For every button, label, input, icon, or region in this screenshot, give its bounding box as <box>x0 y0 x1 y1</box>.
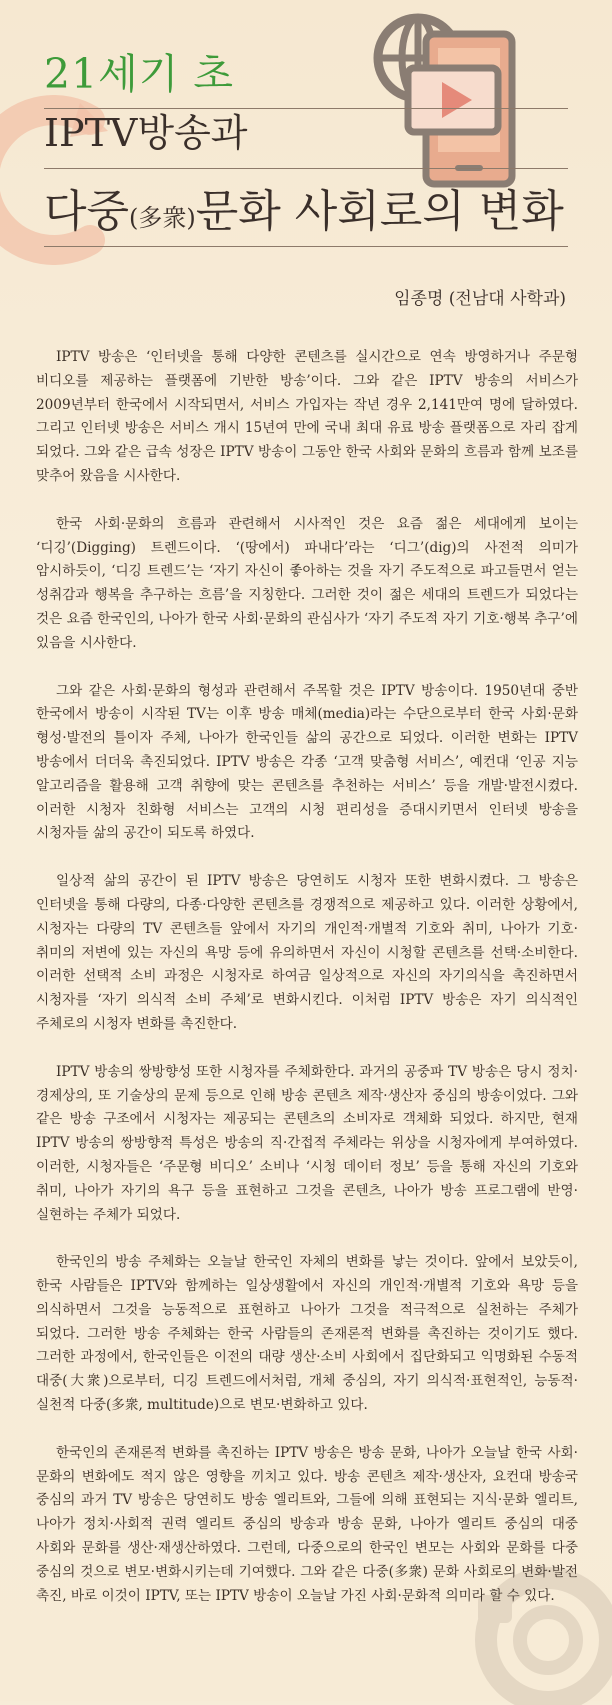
paragraph: 한국 사회·문화의 흐름과 관련해서 시사적인 것은 요즘 젊은 세대에게 보이는 ‘디깅’(Digging) 트렌드이다. ‘(땅에서) 파내다’라는 ‘디그’(dig)의 사전적 의미가 암시하듯이, ‘디깅 트렌드’는 ‘자기 자신이 좋아하는 것을 자기 주도적으로 파고들면서 얻는 성취감과 행복을 추구하는 흐름’을 지칭한다. 그러한 것이 젊은 세대의 트렌드가 되었다는 것은 요즘 한국인의, 나아가 한국 사회·문화의 관심사가 ‘자기 주도적 자기 기호·행복 추구’에 있음을 시사한다. <box>36 515 578 651</box>
paragraph: IPTV 방송은 ‘인터넷을 통해 다양한 콘텐츠를 실시간으로 연속 방영하거나 주문형 비디오를 제공하는 플랫폼에 기반한 방송’이다. 그와 같은 IPTV 방송의 서비스가 2009년부터 한국에서 시작되면서, 서비스 가입자는 작년 경우 2,141만여 명에 달하였다. 그리고 인터넷 방송은 서비스 개시 15년여 만에 국내 최대 유료 방송 플랫폼으로 자리 잡게 되었다. 그와 같은 급속 성장은 IPTV 방송이 그동안 한국 사회와 문화의 흐름과 함께 보조를 맞추어 왔음을 시사한다. <box>36 349 578 484</box>
paragraph: IPTV 방송의 쌍방향성 또한 시청자를 주체화한다. 과거의 공중파 TV 방송은 당시 정치·경제상의, 또 기술상의 문제 등으로 인해 방송 콘텐츠 제작·생산자 중심의 방송이었다. 그와 같은 방송 구조에서 시청자는 제공되는 콘텐츠의 소비자로 객체화 되었다. 하지만, 현재 IPTV 방송의 쌍방향적 특성은 방송의 직·간접적 주체라는 위상을 시청자에게 부여하였다. 이러한, 시청자들은 ‘주문형 비디오’ 소비나 ‘시청 데이터 정보’ 등을 통해 자신의 기호와 취미, 나아가 자기의 욕구 등을 표현하고 그것을 콘텐츠, 나아가 방송 프로그램에 반영·실현하는 주체가 되었다. <box>36 1063 578 1223</box>
title-divider <box>44 246 568 247</box>
page-title-line2: IPTV방송과 <box>44 111 248 155</box>
title-divider <box>44 168 568 169</box>
title-line3-part1: 다중 <box>44 186 130 237</box>
title-line3-hanja: (多衆) <box>129 204 196 232</box>
paragraph: 그와 같은 사회·문화의 형성과 관련해서 주목할 것은 IPTV 방송이다. 1950년대 중반 한국에서 방송이 시작된 TV는 이후 방송 매체(media)라는 수단으로부터 한국 사회·문화 형성·발전의 틀이자 주체, 나아가 한국인들 삶의 공간으로 되었다. 이러한 변화는 IPTV 방송에서 더더욱 촉진되었다. IPTV 방송은 각종 ‘고객 맞춤형 서비스’, 예컨대 ‘인공 지능 알고리즘을 활용해 고객 취향에 맞는 콘텐츠를 추천하는 서비스’ 등을 개발·발전시켰다. 이러한 시청자 친화형 서비스는 고객의 시청 편리성을 증대시키면서 인터넷 방송을 시청자들 삶의 공간이 되도록 하였다. <box>36 682 578 842</box>
article-body <box>36 346 578 1632</box>
title-line3-part2: 문화 사회로의 변화 <box>195 186 564 237</box>
author-byline: 임종명 (전남대 사학과) <box>394 289 566 309</box>
paragraph: 한국인의 존재론적 변화를 촉진하는 IPTV 방송은 방송 문화, 나아가 오늘날 한국 사회·문화의 변화에도 적지 않은 영향을 끼치고 있다. 방송 콘텐츠 제작·생산자, 요컨대 방송국 중심의 과거 TV 방송은 당연히도 방송 엘리트와, 그들에 의해 표현되는 지식·문화 엘리트, 나아가 정치·사회적 권력 엘리트 중심의 방송과 방송 문화, 나아가 엘리트 중심의 대중 사회와 문화를 생산·재생산하였다. 그런데, 다중으로의 한국인 변모는 사회와 문화를 다중 중심의 것으로 변모·변화시키는데 기여했다. 그와 같은 다중(多衆) 문화 사회로의 변화·발전 촉진, 바로 이것이 IPTV, 또는 IPTV 방송이 오늘날 가진 사회·문화적 의미라 할 수 있다. <box>36 1444 578 1604</box>
video-play-icon <box>408 68 498 132</box>
paragraph: 일상적 삶의 공간이 된 IPTV 방송은 당연히도 시청자 또한 변화시켰다. 그 방송은 인터넷을 통해 다량의, 다종·다양한 콘텐츠를 경쟁적으로 제공하고 있다. 이러한 상황에서, 시청자는 다량의 TV 콘텐츠들 앞에서 자기의 개인적·개별적 기호와 취미, 나아가 기호·취미의 저변에 있는 자신의 욕망 등에 유의하면서 자신이 시청할 콘텐츠를 선택·소비한다. 이러한 선택적 소비 과정은 시청자로 하여금 일상적으로 자신의 자기의식을 촉진하면서 시청자를 ‘자기 의식적 소비 주체’로 변화시킨다. 이처럼 IPTV 방송은 자기 의식적인 주체로의 시청자 변화를 촉진한다. <box>36 873 578 1032</box>
page-title-line3 <box>44 186 564 237</box>
title-divider <box>44 108 568 109</box>
page-title-line1: 21세기 초 <box>44 50 235 98</box>
paragraph: 한국인의 방송 주체화는 오늘날 한국인 자체의 변화를 낳는 것이다. 앞에서 보았듯이, 한국 사람들은 IPTV와 함께하는 일상생활에서 자신의 개인적·개별적 기호와 욕망 등을 의식하면서 그것을 능동적으로 표현하고 나아가 그것을 적극적으로 실천하는 주체가 되었다. 그러한 방송 주체화는 한국 사람들의 존재론적 변화를 촉진하는 것이기도 했다. 그러한 과정에서, 한국인들은 이전의 대량 생산·소비 사회에서 집단화되고 익명화된 수동적 대중(大衆)으로부터, 디깅 트렌드에서처럼, 개체 중심의, 자기 의식적·표현적인, 능동적·실천적 다중(多衆, multitude)으로 변모·변화하고 있다. <box>36 1254 578 1414</box>
